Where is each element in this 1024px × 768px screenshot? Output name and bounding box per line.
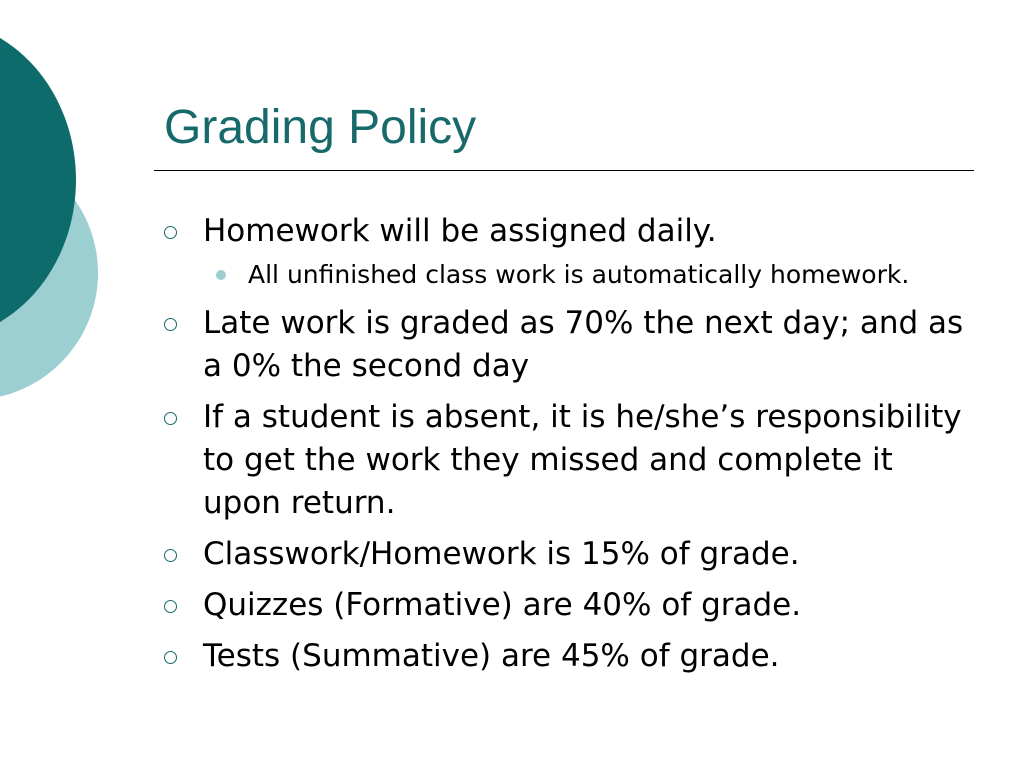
hollow-circle-bullet-icon <box>164 600 177 613</box>
hollow-circle-bullet-icon <box>164 549 177 562</box>
sub-bullet-item-unfinished-work <box>164 257 974 292</box>
bullet-list <box>164 210 974 686</box>
hollow-circle-bullet-icon <box>164 651 177 664</box>
title-divider <box>154 170 974 171</box>
sub-bullet-text: All unfinished class work is automatically homework. <box>248 260 910 289</box>
bullet-text: If a student is absent, it is he/she’s responsibility to get the work they missed and complete it upon return. <box>203 399 962 521</box>
bullet-text: Tests (Summative) are 45% of grade. <box>203 638 780 674</box>
hollow-circle-bullet-icon <box>164 318 177 331</box>
hollow-circle-bullet-icon <box>164 412 177 425</box>
bullet-item-homework <box>164 210 974 253</box>
bullet-item-late-work <box>164 302 974 388</box>
bullet-text: Quizzes (Formative) are 40% of grade. <box>203 587 802 623</box>
bullet-item-classwork-weight <box>164 533 974 576</box>
hollow-circle-bullet-icon <box>164 226 177 239</box>
bullet-text: Classwork/Homework is 15% of grade. <box>203 536 800 572</box>
bullet-item-quizzes-weight <box>164 584 974 627</box>
slide-title: Grading Policy <box>164 101 477 154</box>
bullet-text: Late work is graded as 70% the next day; and as a 0% the second day <box>203 305 964 384</box>
dot-bullet-icon <box>216 270 226 280</box>
bullet-item-tests-weight <box>164 635 974 678</box>
bullet-text: Homework will be assigned daily. <box>203 213 717 249</box>
bullet-item-absence <box>164 396 974 525</box>
